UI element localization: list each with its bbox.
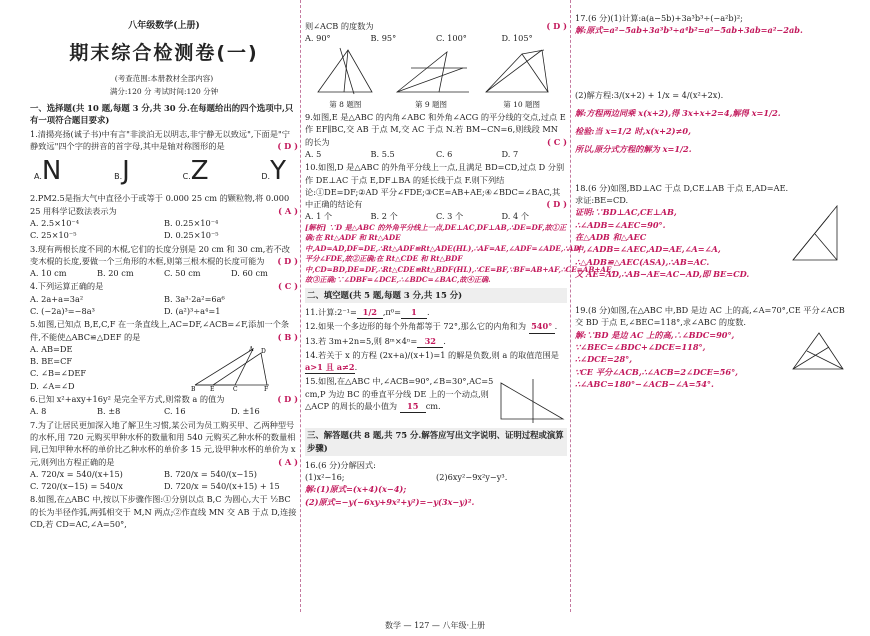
answer-mark: ( D ) <box>277 394 298 405</box>
question-11: 11.计算:2⁻¹= 1/2 ,π⁰= 1 . <box>305 306 567 319</box>
question-3 <box>30 243 298 280</box>
column-3 <box>575 0 845 636</box>
options: A. 2.5×10⁻⁴ B. 0.25×10⁻⁴ C. 25×10⁻⁵ D. 0.25×10⁻⁵ <box>30 217 219 241</box>
figure-q10: 第 10 题图 <box>482 46 562 111</box>
svg-text:B: B <box>190 385 196 393</box>
exam-info: 满分:120 分 考试时间:120 分钟 <box>109 87 219 97</box>
answer-mark: ( D ) <box>277 141 298 152</box>
scope-note: (考查范围:本册教材全部内容) <box>114 74 214 83</box>
figure-q8: 第 8 题图 <box>310 46 380 111</box>
answer-mark: ( D ) <box>277 255 298 266</box>
letter-options <box>34 152 286 191</box>
question-5 <box>30 318 298 392</box>
question-9: 9.如图,E 是△ABC 的内角∠ABC 和外角∠ACG 的平分线的交点,过点 E 作 EF∥BC,交 AB 于点 M,交 AC 于点 N.若 BM−CN=6,则线段 MN 的长为 ( C ) A. 5 B. 5.5 C. 6 D. 7 <box>305 112 567 159</box>
question-19: 19.(8 分)如图,在△ABC 中,BD 是边 AC 上的高,∠A=70°,CE 平分∠ACB 交 BD 于点 E,∠BEC=118°,求∠ABC 的度数. 解:∵BD 是边 AC 上的高,∴∠BDC=90°, ∵∠BEC=∠BDC+∠DCE=118°, ∴∠DCE=28°, ∵CE 平分∠ACB,∴∠ACB=2∠DCE=56°, ∴∠ABC=180°−∠ACB−∠A=54°. <box>575 305 845 389</box>
question-12: 12.如果一个多边形的每个外角都等于 72°,那么它的内角和为 540° . <box>305 320 567 333</box>
answer-mark: ( B ) <box>277 331 298 342</box>
option-c: C.Z <box>182 156 209 187</box>
question-text: 1.清揚亮扬(诚子书)中有言"非淡泊无以明志,非宁静无以致远",下面是"宁静致远"四个字的拼音的首字母,其中是轴对称图形的是 <box>30 128 290 152</box>
figure-q18 <box>789 202 845 266</box>
answer-mark: ( C ) <box>547 136 567 147</box>
question-18: 18.(6 分)如图,BD⊥AC 于点 D,CE⊥AB 于点 E,AD=AE.求证:BE=CD. 证明:∵BD⊥AC,CE⊥AB, ∴∠ADB=∠AEC=90°. 在△ADB 和△AEC 中,∠ADB=∠AEC,AD=AE,∠A=∠A, ∴△ADB≌△AEC(ASA),∴AB=AC. 又 AE=AD,∴AB−AE=AC−AD,即 BE=CD. <box>575 182 845 280</box>
options: A. 8 B. ±8 C. 16 D. ±16 <box>30 406 260 417</box>
question-text: 4.下列运算正确的是 <box>30 281 104 292</box>
svg-text:A: A <box>248 345 254 353</box>
page-title: 期末综合检测卷(一) <box>69 41 259 64</box>
question-16: 16.(6 分)分解因式: (1)x²−16; (2)6xy²−9x²y−y³. 解:(1)原式=(x+4)(x−4); (2)原式=−y(−6xy+9x²+y²)=−y(3x−y)². <box>305 459 508 507</box>
question-7 <box>30 419 298 493</box>
question-text: 8.如图,在△ABC 中,按以下步骤作图:①分别以点 B,C 为圆心,大于 ½BC 的长为半径作弧,两弧相交于 M,N 两点;②作直线 MN 交 AB 于点 D,连接 CD,若 CD=AC,∠A=50°, <box>30 494 297 530</box>
options: A. 2a+a=3a² B. 3a³·2a²=6a⁶ C. (−2a)³=−8a³ D. (a²)³÷a⁴=1 <box>30 293 225 316</box>
column-divider <box>570 0 571 612</box>
column-2 <box>305 0 614 636</box>
section-3-title: 三、解答题(共 8 题,共 75 分.解答应写出文字说明、证明过程或演算步骤) <box>305 428 567 455</box>
figure-q9: 第 9 题图 <box>391 46 471 111</box>
svg-text:D: D <box>260 347 266 355</box>
answer-mark: ( D ) <box>546 199 567 210</box>
answer-mark: ( D ) <box>546 21 567 31</box>
question-text: 6.已知 x²+axy+16y² 是完全平方式,则常数 a 的值为 <box>30 394 225 405</box>
options: A. 10 cm B. 20 cm C. 50 cm D. 60 cm <box>30 268 268 279</box>
question-1 <box>30 128 298 192</box>
question-2 <box>30 192 298 241</box>
figures-row <box>305 46 567 111</box>
options: A. AB=DE B. BE=CF C. ∠B=∠DEF D. ∠A=∠D <box>30 343 86 391</box>
question-14: 14.若关于 x 的方程 (2x+a)/(x+1)=1 的解是负数,则 a 的取值范围是 a>1 且 a≠2. <box>305 349 567 375</box>
figure-q5 <box>190 343 271 393</box>
answer-mark: ( A ) <box>278 205 298 216</box>
svg-text:C: C <box>232 385 238 393</box>
section-1-title: 一、选择题(共 10 题,每题 3 分,共 30 分.在每题给出的四个选项中,只有一项符合题目要求) <box>30 102 294 126</box>
svg-text:F: F <box>263 385 268 393</box>
answer-mark: ( C ) <box>278 281 298 292</box>
question-13: 13.若 3m+2n=5,则 8ᵐ×4ⁿ= 32 . <box>305 335 567 348</box>
options: A. 720/x = 540/(x+15) B. 720/x = 540/(x−15) C. 720/(x−15) = 540/x D. 720/x = 540/(x+15) + 15 <box>30 468 280 492</box>
question-text: 5.如图,已知点 B,E,C,F 在一条直线上,AC=DF,∠ACB=∠F,添加一个条件,不能使△ABC≌△DEF 的是 <box>30 319 290 342</box>
solution-q10: [解析] ∵D 是△ABC 的外角平分线上一点,DE⊥AC,DF⊥AB,∴DE=DF,故①正确;在 Rt△ADF 和 Rt△ADE 中,AD=AD,DF=DE,∴Rt△ADF≌Rt△ADE(HL),∴AF=AE,∠ADF=∠ADE,∴AD 平分∠FDE,故②正确;在 Rt△CDE 和 Rt△BDF 中,CD=BD,DE=DF,∴Rt△CDE≌Rt△BDF(HL),∴CE=BF,∵BF=AB+AF,∴CE=AB+AE,故③正确;∵∠DBF=∠DCE,∴∠BDC=∠BAC,故④正确. <box>305 222 614 284</box>
grade-label: 八年级数学(上册) <box>128 21 200 31</box>
question-6 <box>30 393 298 418</box>
question-4 <box>30 280 298 317</box>
answer-mark: ( A ) <box>278 456 298 467</box>
section-2-title: 二、填空题(共 5 题,每题 3 分,共 15 分) <box>305 288 567 303</box>
question-8-continued: 则∠ACB 的度数为 ( D ) A. 90° B. 95° C. 100° D. 105° <box>305 21 567 44</box>
options: A. 90° B. 95° C. 100° D. 105° <box>305 33 533 44</box>
question-text: 2.PM2.5是指大气中直径小于或等于 0.000 25 cm 的颗粒物,将 0.000 25 用科学记数法表示为 <box>30 193 290 216</box>
page-footer: 数学 — 127 — 八年级·上册 <box>385 621 485 630</box>
option-b: B.J <box>114 156 130 187</box>
question-10: 10.如图,D 是△ABC 的外角平分线上一点,且满足 BD=CD,过点 D 分别作 DE⊥AC 于点 E,DF⊥BA 的延长线于点 F.则下列结论:①DE=DF;②AD 平分∠FDE;③CE=AB+AE;④∠BDC=∠BAC,其中正确的结论有 ( D ) A. 1 个 B. 2 个 C. 3 个 D. 4 个 [解析] ∵D 是△ABC 的外角平分线上一点,DE⊥AC,DF⊥AB,∴DE=DF,故①正确;在 Rt△ADF 和 Rt△ADE 中,AD=AD,DF=DE,∴Rt△ADF≌Rt△ADE(HL),∴AF=AE,∠ADF=∠ADE,∴AD 平分∠FDE,故②正确;在 Rt△CDE 和 Rt△BDF 中,CD=BD,DE=DF,∴Rt△CDE≌Rt△BDF(HL),∴CE=BF,∵BF=AB+AF,∴CE=AB+AE,故③正确;∵∠DBF=∠DCE,∴∠BDC=∠BAC,故④正确. <box>305 162 614 284</box>
figure-q19 <box>789 329 845 375</box>
options: A. 1 个 B. 2 个 C. 3 个 D. 4 个 <box>305 211 529 222</box>
question-text: 7.为了让居民更加深入地了解卫生习惯,某公司为员工购买甲、乙两种型号的水杯,用 720 元购买甲种水杯的数量和用 540 元购买乙种水杯的数量相同,已知甲种水杯的单价比乙种水杯的单价多 15 元,设甲种水杯的单价为 x 元,则列出方程正确的是 <box>30 419 296 467</box>
options: A. 5 B. 5.5 C. 6 D. 7 <box>305 148 519 159</box>
option-a: A.N <box>34 156 62 187</box>
option-d: D.Y <box>261 156 286 187</box>
column-divider <box>300 0 301 612</box>
question-15: 15.如图,在△ABC 中,∠ACB=90°,∠B=30°,AC=5 cm,P 为边 BC 的垂直平分线 DE 上的一个动点,则△ACP 的周长的最小值为 15 cm. <box>305 375 567 425</box>
question-text: 3.现有两根长度不同的木棍,它们的长度分别是 20 cm 和 30 cm,若不改变木棍的长度,要做一个三角形的木框,则第三根木棍的长度可能为 <box>30 243 290 266</box>
svg-text:E: E <box>209 385 215 393</box>
column-1 <box>30 0 298 636</box>
figure-q15 <box>497 375 567 425</box>
question-8 <box>30 493 298 530</box>
question-17: 17.(6 分)(1)计算:a(a−5b)+3a³b³÷(−a²b)²; 解:原式=a²−5ab+3a³b³÷a⁴b²=a²−5ab+3ab=a²−2ab. (2)解方程:3/(x+2) + 1/x = 4/(x²+2x). 解:方程两边同乘 x(x+2),得 3x+x+2=4,解得 x=1/2. 检验:当 x=1/2 时,x(x+2)≠0, 所以,原分式方程的解为 x=1/2. <box>575 13 803 155</box>
